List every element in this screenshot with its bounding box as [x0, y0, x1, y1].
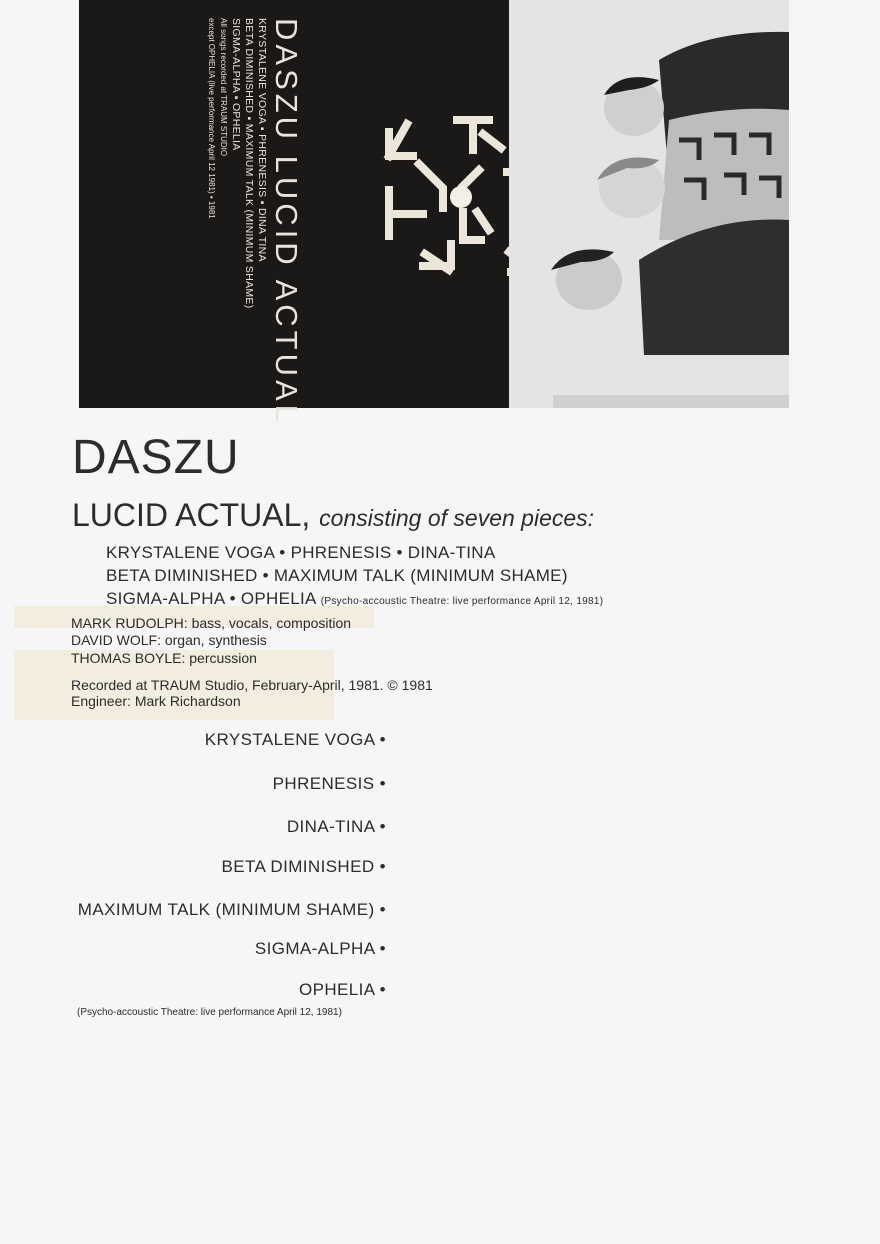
track-row: BETA DIMINISHED • MAXIMUM TALK (MINIMUM SHAME): [106, 566, 568, 585]
tracklist-item: OPHELIA •: [298, 980, 386, 999]
track-row-text: SIGMA-ALPHA • OPHELIA: [106, 589, 316, 608]
spine-text-block: [189, 18, 304, 426]
spine-track-line: KRYSTALENE VOGA ▪ PHRENESIS ▪ DINA TINA: [256, 18, 268, 262]
tracklist-item: MAXIMUM TALK (MINIMUM SHAME) •: [77, 900, 386, 919]
spine-recording-note: All songs recorded at TRAUM STUDIO: [219, 18, 228, 157]
spine-track-line: SIGMA-ALPHA ▪ OPHELIA: [230, 18, 242, 151]
tracklist-item: KRYSTALENE VOGA •: [204, 730, 386, 749]
track-row: KRYSTALENE VOGA • PHRENESIS • DINA-TINA: [106, 543, 496, 562]
band-photo-image: [509, 0, 789, 408]
spine-recording-note: except OPHELIA (live performance April 12 1981) ▪ 1981: [207, 18, 216, 219]
tracklist-item: SIGMA-ALPHA •: [254, 939, 386, 958]
band-name: DASZU: [72, 431, 240, 484]
tracklist-item: DINA-TINA •: [286, 817, 386, 836]
spine-title: DASZU LUCID ACTUAL: [269, 18, 304, 426]
album-title: LUCID ACTUAL,: [72, 497, 311, 533]
engineer-credit: Engineer: Mark Richardson: [71, 693, 241, 709]
tracklist-item: BETA DIMINISHED •: [221, 857, 386, 876]
spine-track-line: BETA DIMINISHED ▪ MAXIMUM TALK (MINIMUM SHAME): [243, 18, 255, 309]
credit-member: MARK RUDOLPH: bass, vocals, composition: [71, 615, 352, 631]
band-photo: [509, 0, 789, 408]
recording-info: Recorded at TRAUM Studio, February-April, 1981. © 1981: [71, 677, 433, 693]
cover-spine-panel: [79, 0, 509, 426]
track-row: [106, 589, 603, 609]
album-heading: [72, 497, 594, 534]
credit-member: THOMAS BOYLE: percussion: [71, 650, 257, 666]
credit-member: DAVID WOLF: organ, synthesis: [71, 632, 267, 648]
live-performance-note: (Psycho-accoustic Theatre: live performance April 12, 1981): [320, 596, 604, 607]
tracklist-item: PHRENESIS •: [272, 774, 386, 793]
tracklist-live-note: (Psycho-accoustic Theatre: live performance April 12, 1981): [77, 1007, 342, 1018]
album-subtitle: consisting of seven pieces:: [319, 505, 595, 531]
